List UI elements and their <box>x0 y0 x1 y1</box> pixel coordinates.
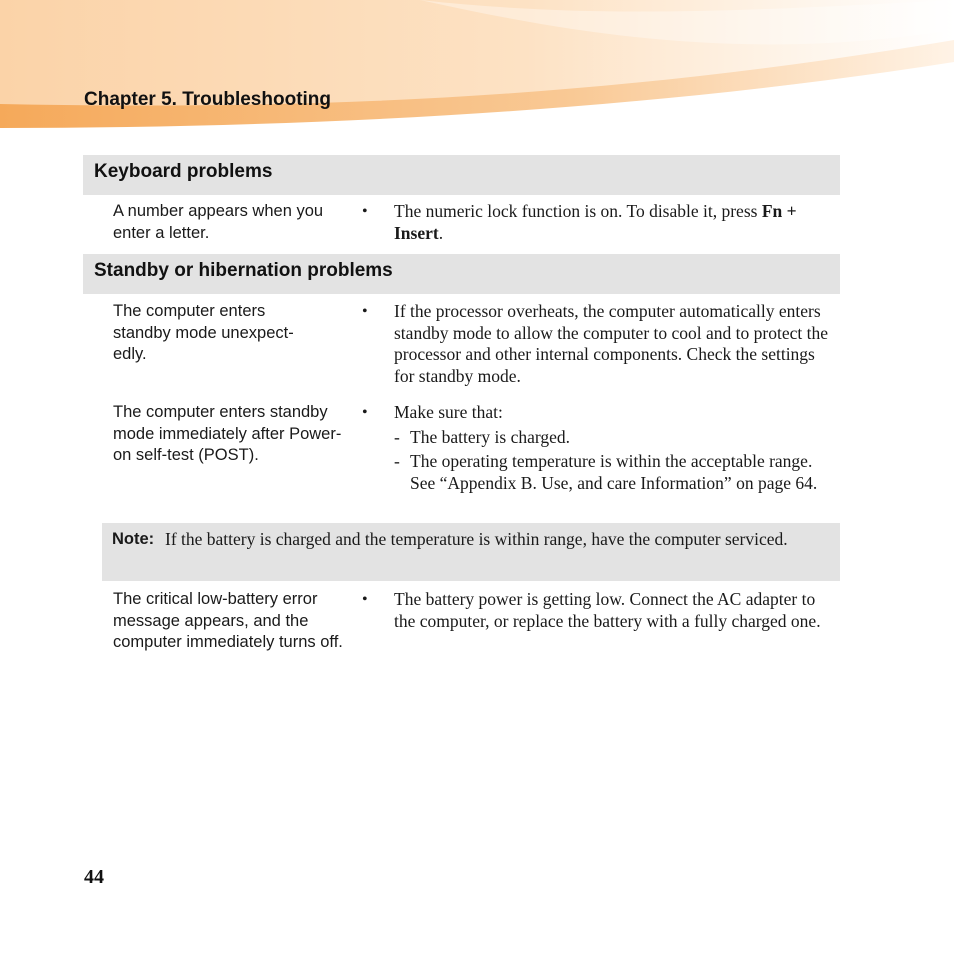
problem-text: The computer enters standby mode immediately after Power-on self-test (POST). <box>113 403 342 464</box>
solution-text: The battery power is getting low. Connect the AC adapter to the computer, or replace the battery with a fully charged one. <box>394 589 821 631</box>
bullet: • <box>362 203 368 220</box>
solution-text: Make sure that: <box>394 402 503 422</box>
page-number: 44 <box>84 866 104 888</box>
dash-marker: - <box>394 451 400 471</box>
sub-item-text: The battery is charged. <box>410 426 571 447</box>
dash-marker: - <box>394 426 400 447</box>
sub-item <box>394 451 834 494</box>
problem-text: The computer enters standby mode unexpect-edly. <box>113 302 294 363</box>
problem-text: The critical low-battery error message appears, and the computer immediately turns off. <box>113 590 343 651</box>
note-box <box>102 523 840 581</box>
sub-item-text: The operating temperature is within the acceptable range. See “Appendix B. Use, and care Information” on page 64. <box>410 451 818 493</box>
section-header-keyboard <box>83 155 840 195</box>
solution-text <box>394 201 834 244</box>
section-header-standby <box>83 254 840 294</box>
problem-text: A number appears when you enter a letter. <box>113 202 324 242</box>
bullet: • <box>362 404 368 421</box>
section-title: Keyboard problems <box>94 161 273 182</box>
bullet: • <box>362 303 368 320</box>
key-combination: Fn + Insert <box>394 201 797 243</box>
sub-item <box>394 427 834 449</box>
note-text: If the battery is charged and the temperature is within range, have the computer serviced. <box>165 529 788 549</box>
bullet: • <box>362 591 368 608</box>
chapter-title: Chapter 5. Troubleshooting <box>84 89 332 110</box>
section-title: Standby or hibernation problems <box>94 260 393 281</box>
solution-text: If the processor overheats, the computer automatically enters standby mode to allow the computer to cool and to protect the processor and other internal components. Check the settings for standby mode. <box>394 301 828 386</box>
note-label: Note: <box>112 530 155 548</box>
solution-text-part: The numeric lock function is on. To disable it, press <box>394 201 762 221</box>
solution-text-part: . <box>438 222 444 243</box>
solution-block <box>394 402 834 494</box>
